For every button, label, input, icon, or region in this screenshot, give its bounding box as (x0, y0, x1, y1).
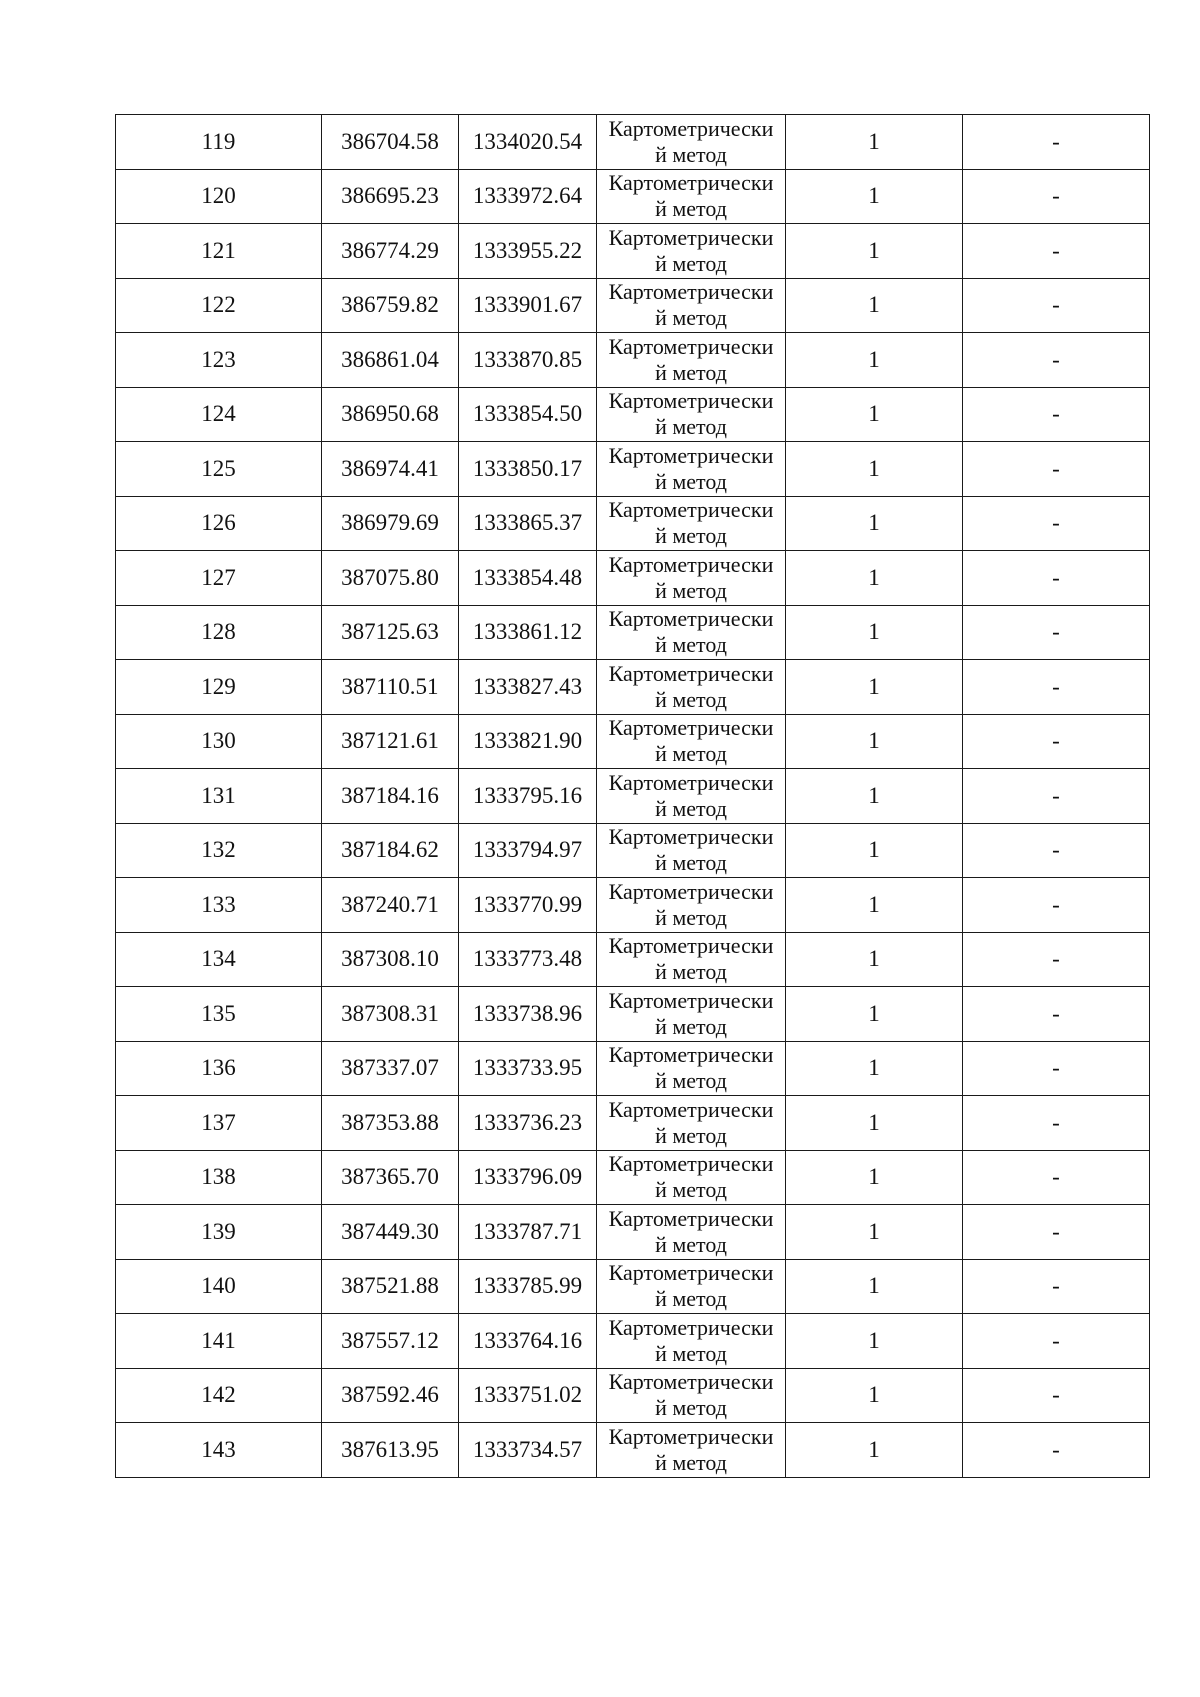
method-text-line-1: Картометрически (608, 660, 774, 686)
method-text-line-1: Картометрически (608, 115, 774, 141)
note-cell: - (963, 387, 1150, 442)
method-text-line-1: Картометрически (608, 1042, 774, 1068)
point-number-cell: 140 (116, 1259, 322, 1314)
method-text-line-1: Картометрически (608, 1260, 774, 1286)
accuracy-cell: 1 (786, 551, 963, 606)
coordinate-x-cell: 387353.88 (322, 1096, 459, 1151)
point-number-cell: 142 (116, 1368, 322, 1423)
coordinate-x-cell: 387449.30 (322, 1205, 459, 1260)
method-cell (597, 115, 786, 170)
method-cell (597, 769, 786, 824)
coordinate-x-cell: 386979.69 (322, 496, 459, 551)
point-number-cell: 135 (116, 987, 322, 1042)
point-number-cell: 132 (116, 823, 322, 878)
note-cell: - (963, 1368, 1150, 1423)
coordinate-y-cell: 1333773.48 (459, 932, 597, 987)
table-row (116, 987, 1150, 1042)
coordinate-y-cell: 1333827.43 (459, 660, 597, 715)
note-cell: - (963, 660, 1150, 715)
method-cell (597, 1423, 786, 1478)
table-row (116, 660, 1150, 715)
accuracy-cell: 1 (786, 1041, 963, 1096)
method-text-line-2: й метод (655, 850, 727, 876)
note-cell: - (963, 878, 1150, 933)
method-text-line-1: Картометрически (608, 1096, 774, 1122)
note-cell: - (963, 169, 1150, 224)
method-text-line-2: й метод (655, 305, 727, 331)
method-text-line-2: й метод (655, 359, 727, 385)
coordinate-y-cell: 1333794.97 (459, 823, 597, 878)
note-cell: - (963, 1205, 1150, 1260)
table-row (116, 278, 1150, 333)
coordinate-x-cell: 387240.71 (322, 878, 459, 933)
accuracy-cell: 1 (786, 333, 963, 388)
table-row (116, 1368, 1150, 1423)
coordinate-y-cell: 1334020.54 (459, 115, 597, 170)
coordinate-y-cell: 1333736.23 (459, 1096, 597, 1151)
point-number-cell: 120 (116, 169, 322, 224)
method-text-line-1: Картометрически (608, 551, 774, 577)
method-cell (597, 660, 786, 715)
table-row (116, 769, 1150, 824)
note-cell: - (963, 496, 1150, 551)
accuracy-cell: 1 (786, 169, 963, 224)
coordinate-x-cell: 387184.62 (322, 823, 459, 878)
method-text-line-1: Картометрически (608, 442, 774, 468)
coordinate-x-cell: 387592.46 (322, 1368, 459, 1423)
coordinate-x-cell: 386861.04 (322, 333, 459, 388)
coordinate-x-cell: 387125.63 (322, 605, 459, 660)
point-number-cell: 137 (116, 1096, 322, 1151)
table-row (116, 1314, 1150, 1369)
method-text-line-1: Картометрически (608, 878, 774, 904)
point-number-cell: 129 (116, 660, 322, 715)
method-cell (597, 1150, 786, 1205)
accuracy-cell: 1 (786, 714, 963, 769)
note-cell: - (963, 823, 1150, 878)
method-text-line-1: Картометрически (608, 1314, 774, 1340)
method-text-line-2: й метод (655, 1068, 727, 1094)
method-cell (597, 278, 786, 333)
method-text-line-1: Картометрически (608, 769, 774, 795)
note-cell: - (963, 442, 1150, 497)
table-row (116, 1423, 1150, 1478)
note-cell: - (963, 1096, 1150, 1151)
accuracy-cell: 1 (786, 442, 963, 497)
coordinate-y-cell: 1333734.57 (459, 1423, 597, 1478)
coordinate-x-cell: 387308.10 (322, 932, 459, 987)
note-cell: - (963, 605, 1150, 660)
coordinate-x-cell: 387121.61 (322, 714, 459, 769)
accuracy-cell: 1 (786, 1423, 963, 1478)
coordinate-x-cell: 387521.88 (322, 1259, 459, 1314)
method-text-line-2: й метод (655, 1122, 727, 1148)
method-text-line-2: й метод (655, 959, 727, 985)
coordinate-x-cell: 386759.82 (322, 278, 459, 333)
accuracy-cell: 1 (786, 496, 963, 551)
coordinate-y-cell: 1333870.85 (459, 333, 597, 388)
table-row (116, 823, 1150, 878)
table-row (116, 605, 1150, 660)
method-cell (597, 333, 786, 388)
coordinate-y-cell: 1333796.09 (459, 1150, 597, 1205)
coordinate-y-cell: 1333865.37 (459, 496, 597, 551)
accuracy-cell: 1 (786, 660, 963, 715)
method-text-line-2: й метод (655, 577, 727, 603)
table-row (116, 1041, 1150, 1096)
method-text-line-1: Картометрически (608, 1151, 774, 1177)
method-text-line-1: Картометрически (608, 333, 774, 359)
method-cell (597, 496, 786, 551)
coordinate-y-cell: 1333955.22 (459, 224, 597, 279)
coordinate-x-cell: 386974.41 (322, 442, 459, 497)
coordinate-y-cell: 1333738.96 (459, 987, 597, 1042)
method-text-line-1: Картометрически (608, 1205, 774, 1231)
method-text-line-2: й метод (655, 250, 727, 276)
method-text-line-1: Картометрически (608, 1369, 774, 1395)
point-number-cell: 128 (116, 605, 322, 660)
note-cell: - (963, 987, 1150, 1042)
method-cell (597, 442, 786, 497)
method-text-line-1: Картометрически (608, 170, 774, 196)
method-text-line-2: й метод (655, 468, 727, 494)
method-cell (597, 1096, 786, 1151)
method-cell (597, 987, 786, 1042)
coordinate-x-cell: 386950.68 (322, 387, 459, 442)
coordinate-x-cell: 387365.70 (322, 1150, 459, 1205)
method-text-line-2: й метод (655, 1286, 727, 1312)
method-cell (597, 932, 786, 987)
method-text-line-2: й метод (655, 414, 727, 440)
accuracy-cell: 1 (786, 1314, 963, 1369)
coordinate-y-cell: 1333854.50 (459, 387, 597, 442)
table-row (116, 224, 1150, 279)
coordinate-y-cell: 1333733.95 (459, 1041, 597, 1096)
method-text-line-2: й метод (655, 1340, 727, 1366)
accuracy-cell: 1 (786, 823, 963, 878)
method-cell (597, 224, 786, 279)
table-row (116, 442, 1150, 497)
method-text-line-1: Картометрически (608, 279, 774, 305)
coordinate-x-cell: 387075.80 (322, 551, 459, 606)
method-text-line-2: й метод (655, 196, 727, 222)
table-row (116, 169, 1150, 224)
method-text-line-1: Картометрически (608, 824, 774, 850)
method-cell (597, 823, 786, 878)
point-number-cell: 124 (116, 387, 322, 442)
coordinate-y-cell: 1333770.99 (459, 878, 597, 933)
point-number-cell: 143 (116, 1423, 322, 1478)
accuracy-cell: 1 (786, 1150, 963, 1205)
note-cell: - (963, 1150, 1150, 1205)
method-cell (597, 878, 786, 933)
coordinate-x-cell: 386704.58 (322, 115, 459, 170)
accuracy-cell: 1 (786, 224, 963, 279)
coordinate-x-cell: 387613.95 (322, 1423, 459, 1478)
point-number-cell: 126 (116, 496, 322, 551)
table-row (116, 333, 1150, 388)
method-text-line-1: Картометрически (608, 388, 774, 414)
table-row (116, 387, 1150, 442)
point-number-cell: 134 (116, 932, 322, 987)
note-cell: - (963, 1041, 1150, 1096)
method-text-line-1: Картометрически (608, 1423, 774, 1449)
method-text-line-1: Картометрически (608, 224, 774, 250)
table-row (116, 1150, 1150, 1205)
table-row (116, 932, 1150, 987)
accuracy-cell: 1 (786, 878, 963, 933)
coordinate-x-cell: 387557.12 (322, 1314, 459, 1369)
method-text-line-2: й метод (655, 795, 727, 821)
coordinate-y-cell: 1333850.17 (459, 442, 597, 497)
coordinate-y-cell: 1333787.71 (459, 1205, 597, 1260)
method-cell (597, 1314, 786, 1369)
method-text-line-1: Картометрически (608, 987, 774, 1013)
method-text-line-2: й метод (655, 686, 727, 712)
method-cell (597, 169, 786, 224)
method-text-line-1: Картометрически (608, 497, 774, 523)
point-number-cell: 130 (116, 714, 322, 769)
point-number-cell: 127 (116, 551, 322, 606)
coordinate-y-cell: 1333972.64 (459, 169, 597, 224)
point-number-cell: 122 (116, 278, 322, 333)
note-cell: - (963, 1259, 1150, 1314)
method-text-line-1: Картометрически (608, 606, 774, 632)
note-cell: - (963, 769, 1150, 824)
method-text-line-2: й метод (655, 1013, 727, 1039)
accuracy-cell: 1 (786, 387, 963, 442)
table-row (116, 496, 1150, 551)
method-text-line-2: й метод (655, 1177, 727, 1203)
coordinate-y-cell: 1333821.90 (459, 714, 597, 769)
accuracy-cell: 1 (786, 769, 963, 824)
accuracy-cell: 1 (786, 1096, 963, 1151)
accuracy-cell: 1 (786, 115, 963, 170)
coordinates-table (115, 114, 1150, 1478)
method-cell (597, 1041, 786, 1096)
coordinate-y-cell: 1333854.48 (459, 551, 597, 606)
method-cell (597, 714, 786, 769)
point-number-cell: 141 (116, 1314, 322, 1369)
coordinate-x-cell: 386695.23 (322, 169, 459, 224)
note-cell: - (963, 1314, 1150, 1369)
point-number-cell: 136 (116, 1041, 322, 1096)
table-row (116, 878, 1150, 933)
note-cell: - (963, 714, 1150, 769)
point-number-cell: 138 (116, 1150, 322, 1205)
note-cell: - (963, 278, 1150, 333)
point-number-cell: 119 (116, 115, 322, 170)
method-text-line-2: й метод (655, 1449, 727, 1475)
table-row (116, 1096, 1150, 1151)
point-number-cell: 123 (116, 333, 322, 388)
method-text-line-2: й метод (655, 1231, 727, 1257)
note-cell: - (963, 1423, 1150, 1478)
note-cell: - (963, 115, 1150, 170)
table-row (116, 714, 1150, 769)
table-row (116, 1259, 1150, 1314)
accuracy-cell: 1 (786, 1205, 963, 1260)
accuracy-cell: 1 (786, 278, 963, 333)
coordinate-y-cell: 1333861.12 (459, 605, 597, 660)
accuracy-cell: 1 (786, 1259, 963, 1314)
coordinate-x-cell: 387110.51 (322, 660, 459, 715)
table-row (116, 115, 1150, 170)
point-number-cell: 131 (116, 769, 322, 824)
coordinate-y-cell: 1333764.16 (459, 1314, 597, 1369)
table-body (116, 115, 1150, 1478)
note-cell: - (963, 932, 1150, 987)
coordinate-x-cell: 387184.16 (322, 769, 459, 824)
accuracy-cell: 1 (786, 605, 963, 660)
method-cell (597, 1259, 786, 1314)
method-text-line-2: й метод (655, 741, 727, 767)
accuracy-cell: 1 (786, 987, 963, 1042)
accuracy-cell: 1 (786, 1368, 963, 1423)
point-number-cell: 121 (116, 224, 322, 279)
note-cell: - (963, 333, 1150, 388)
method-cell (597, 1205, 786, 1260)
point-number-cell: 139 (116, 1205, 322, 1260)
note-cell: - (963, 551, 1150, 606)
method-text-line-1: Картометрически (608, 933, 774, 959)
table-row (116, 551, 1150, 606)
method-cell (597, 1368, 786, 1423)
coordinate-x-cell: 387337.07 (322, 1041, 459, 1096)
method-cell (597, 605, 786, 660)
point-number-cell: 133 (116, 878, 322, 933)
coordinate-y-cell: 1333901.67 (459, 278, 597, 333)
method-text-line-2: й метод (655, 1395, 727, 1421)
method-cell (597, 551, 786, 606)
note-cell: - (963, 224, 1150, 279)
method-text-line-2: й метод (655, 523, 727, 549)
method-text-line-2: й метод (655, 141, 727, 167)
coordinate-y-cell: 1333751.02 (459, 1368, 597, 1423)
accuracy-cell: 1 (786, 932, 963, 987)
method-cell (597, 387, 786, 442)
table-row (116, 1205, 1150, 1260)
point-number-cell: 125 (116, 442, 322, 497)
coordinate-y-cell: 1333785.99 (459, 1259, 597, 1314)
method-text-line-2: й метод (655, 632, 727, 658)
method-text-line-2: й метод (655, 904, 727, 930)
coordinate-y-cell: 1333795.16 (459, 769, 597, 824)
method-text-line-1: Картометрически (608, 715, 774, 741)
coordinate-x-cell: 387308.31 (322, 987, 459, 1042)
coordinate-x-cell: 386774.29 (322, 224, 459, 279)
